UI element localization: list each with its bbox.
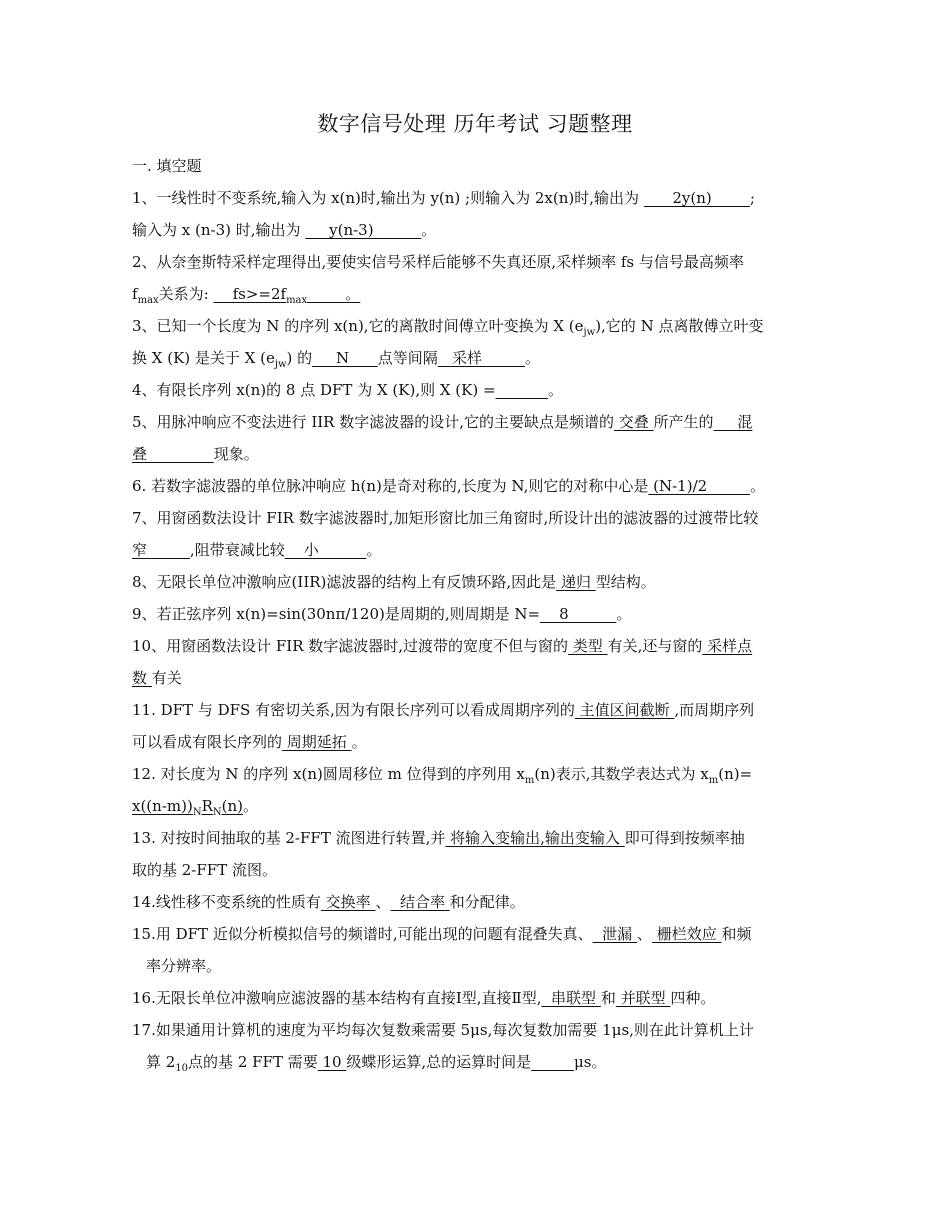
question-17-line-2: 算 $2_{10}$点的基 2 FFT 需要 10 级蝶形运算,总的运算时间是 μs。 bbox=[146, 1053, 607, 1074]
answer-blank: 2y(n) bbox=[643, 189, 750, 207]
question-14: 14.线性移不变系统的性质有 交换率 、 结合率 和分配律。 bbox=[132, 893, 525, 911]
answer-blank: 混 bbox=[713, 413, 753, 431]
answer-blank: (N-1)/2 bbox=[648, 477, 751, 495]
answer-blank: 叠 bbox=[132, 445, 214, 463]
answer-blank: $x((n-m))_NR_N(n)$ bbox=[132, 797, 243, 818]
question-10-line-2: 数 有关 bbox=[132, 669, 182, 687]
answer-blank: 交叠 bbox=[614, 413, 654, 431]
question-15-line-1: 15.用 DFT 近似分析模拟信号的频谱时,可能出现的问题有混叠失真、 泄漏 、 栅栏效应 和频 bbox=[132, 925, 752, 943]
answer-blank: 栅栏效应 bbox=[651, 925, 722, 943]
answer-blank: y(n-3) bbox=[305, 221, 422, 239]
answer-blank: 结合率 bbox=[390, 893, 450, 911]
answer-blank: 周期延拓 bbox=[282, 733, 352, 751]
question-1-line-2: 输入为 x (n-3) 时,输出为 y(n-3) 。 bbox=[132, 221, 437, 239]
question-12-line-2: $x((n-m))_NR_N(n)$。 bbox=[132, 797, 259, 818]
question-7-line-2: 窄 ,阻带衰减比较 小 。 bbox=[132, 541, 382, 559]
answer-blank: 交换率 bbox=[320, 893, 376, 911]
question-15-line-2: 率分辨率。 bbox=[146, 957, 222, 975]
answer-blank: $fs>=2f_{max}$ 。 bbox=[213, 285, 361, 306]
question-5-line-2: 叠 现象。 bbox=[132, 445, 259, 463]
section-heading: 一. 填空题 bbox=[132, 157, 202, 175]
question-10-line-1: 10、用窗函数法设计 FIR 数字滤波器时,过渡带的宽度不但与窗的 类型 有关,还与窗的 采样点 bbox=[132, 637, 753, 655]
answer-blank: 采样点 bbox=[702, 637, 753, 655]
question-3-line-1: 3、已知一个长度为 N 的序列 x(n),它的离散时间傅立叶变换为 X $(e_{jw})$,它的 N 点离散傅立叶变 bbox=[132, 317, 764, 338]
answer-blank: 并联型 bbox=[615, 989, 671, 1007]
answer-blank: 主值区间截断 bbox=[574, 701, 675, 719]
question-16: 16.无限长单位冲激响应滤波器的基本结构有直接Ⅰ型,直接Ⅱ型, 串联型 和 并联型 四种。 bbox=[132, 989, 716, 1007]
answer-blank: 串联型 bbox=[541, 989, 601, 1007]
question-4: 4、有限长序列 x(n)的 8 点 DFT 为 X (K),则 X (K) = 。 bbox=[132, 381, 564, 399]
question-2-line-1: 2、从奈奎斯特采样定理得出,要使实信号采样后能够不失真还原,采样频率 fs 与信号最高频率 bbox=[132, 253, 744, 271]
question-11-line-2: 可以看成有限长序列的 周期延拓 。 bbox=[132, 733, 367, 751]
question-12-line-1: 12. 对长度为 N 的序列 x(n)圆周移位 m 位得到的序列用 $x_m(n)$表示,其数学表达式为 $x_m(n)=$ bbox=[132, 765, 753, 786]
question-13-line-1: 13. 对按时间抽取的基 2-FFT 流图进行转置,并 将输入变输出,输出变输入 即可得到按频率抽 bbox=[132, 829, 745, 847]
answer-blank: 采样 bbox=[437, 349, 525, 367]
answer-blank: 8 bbox=[540, 605, 617, 623]
question-9: 9、若正弦序列 x(n)=sin(30nπ/120)是周期的,则周期是 N= 8 。 bbox=[132, 605, 632, 623]
question-2-line-2: $f_{max}$关系为: $fs>=2f_{max}$ 。 bbox=[132, 285, 361, 306]
question-11-line-1: 11. DFT 与 DFS 有密切关系,因为有限长序列可以看成周期序列的 主值区间截断 ,而周期序列 bbox=[132, 701, 755, 719]
question-17-line-1: 17.如果通用计算机的速度为平均每次复数乘需要 5μs,每次复数加需要 1μs,则在此计算机上计 bbox=[132, 1021, 754, 1039]
answer-blank: 小 bbox=[284, 541, 367, 559]
answer-blank: N bbox=[312, 349, 378, 367]
answer-blank: 将输入变输出,输出变输入 bbox=[445, 829, 625, 847]
question-13-line-2: 取的基 2-FFT 流图。 bbox=[132, 861, 277, 879]
answer-blank: 10 bbox=[317, 1053, 347, 1071]
answer-blank: 窄 bbox=[132, 541, 190, 559]
page-title: 数字信号处理 历年考试 习题整理 bbox=[317, 112, 633, 136]
question-5-line-1: 5、用脉冲响应不变法进行 IIR 数字滤波器的设计,它的主要缺点是频谱的 交叠 所产生的 混 bbox=[132, 413, 753, 431]
question-1-line-1: 1、一线性时不变系统,输入为 x(n)时,输出为 y(n) ;则输入为 2x(n)时,输出为 2y(n) ; bbox=[132, 189, 755, 207]
answer-blank: 泄漏 bbox=[592, 925, 637, 943]
answer-blank bbox=[531, 1053, 574, 1071]
answer-blank: 类型 bbox=[568, 637, 608, 655]
question-7-line-1: 7、用窗函数法设计 FIR 数字滤波器时,加矩形窗比加三角窗时,所设计出的滤波器的过渡带比较 bbox=[132, 509, 759, 527]
question-6: 6. 若数字滤波器的单位脉冲响应 h(n)是奇对称的,长度为 N,则它的对称中心是 (N-1)/2 。 bbox=[132, 477, 766, 495]
answer-blank: 数 bbox=[132, 669, 152, 687]
answer-blank: 递归 bbox=[556, 573, 596, 591]
question-3-line-2: 换 X (K) 是关于 X $(e_{jw})$ 的 N 点等间隔 采样 。 bbox=[132, 349, 540, 370]
answer-blank bbox=[496, 381, 548, 399]
question-8: 8、无限长单位冲激响应(IIR)滤波器的结构上有反馈环路,因此是 递归 型结构。 bbox=[132, 573, 656, 591]
